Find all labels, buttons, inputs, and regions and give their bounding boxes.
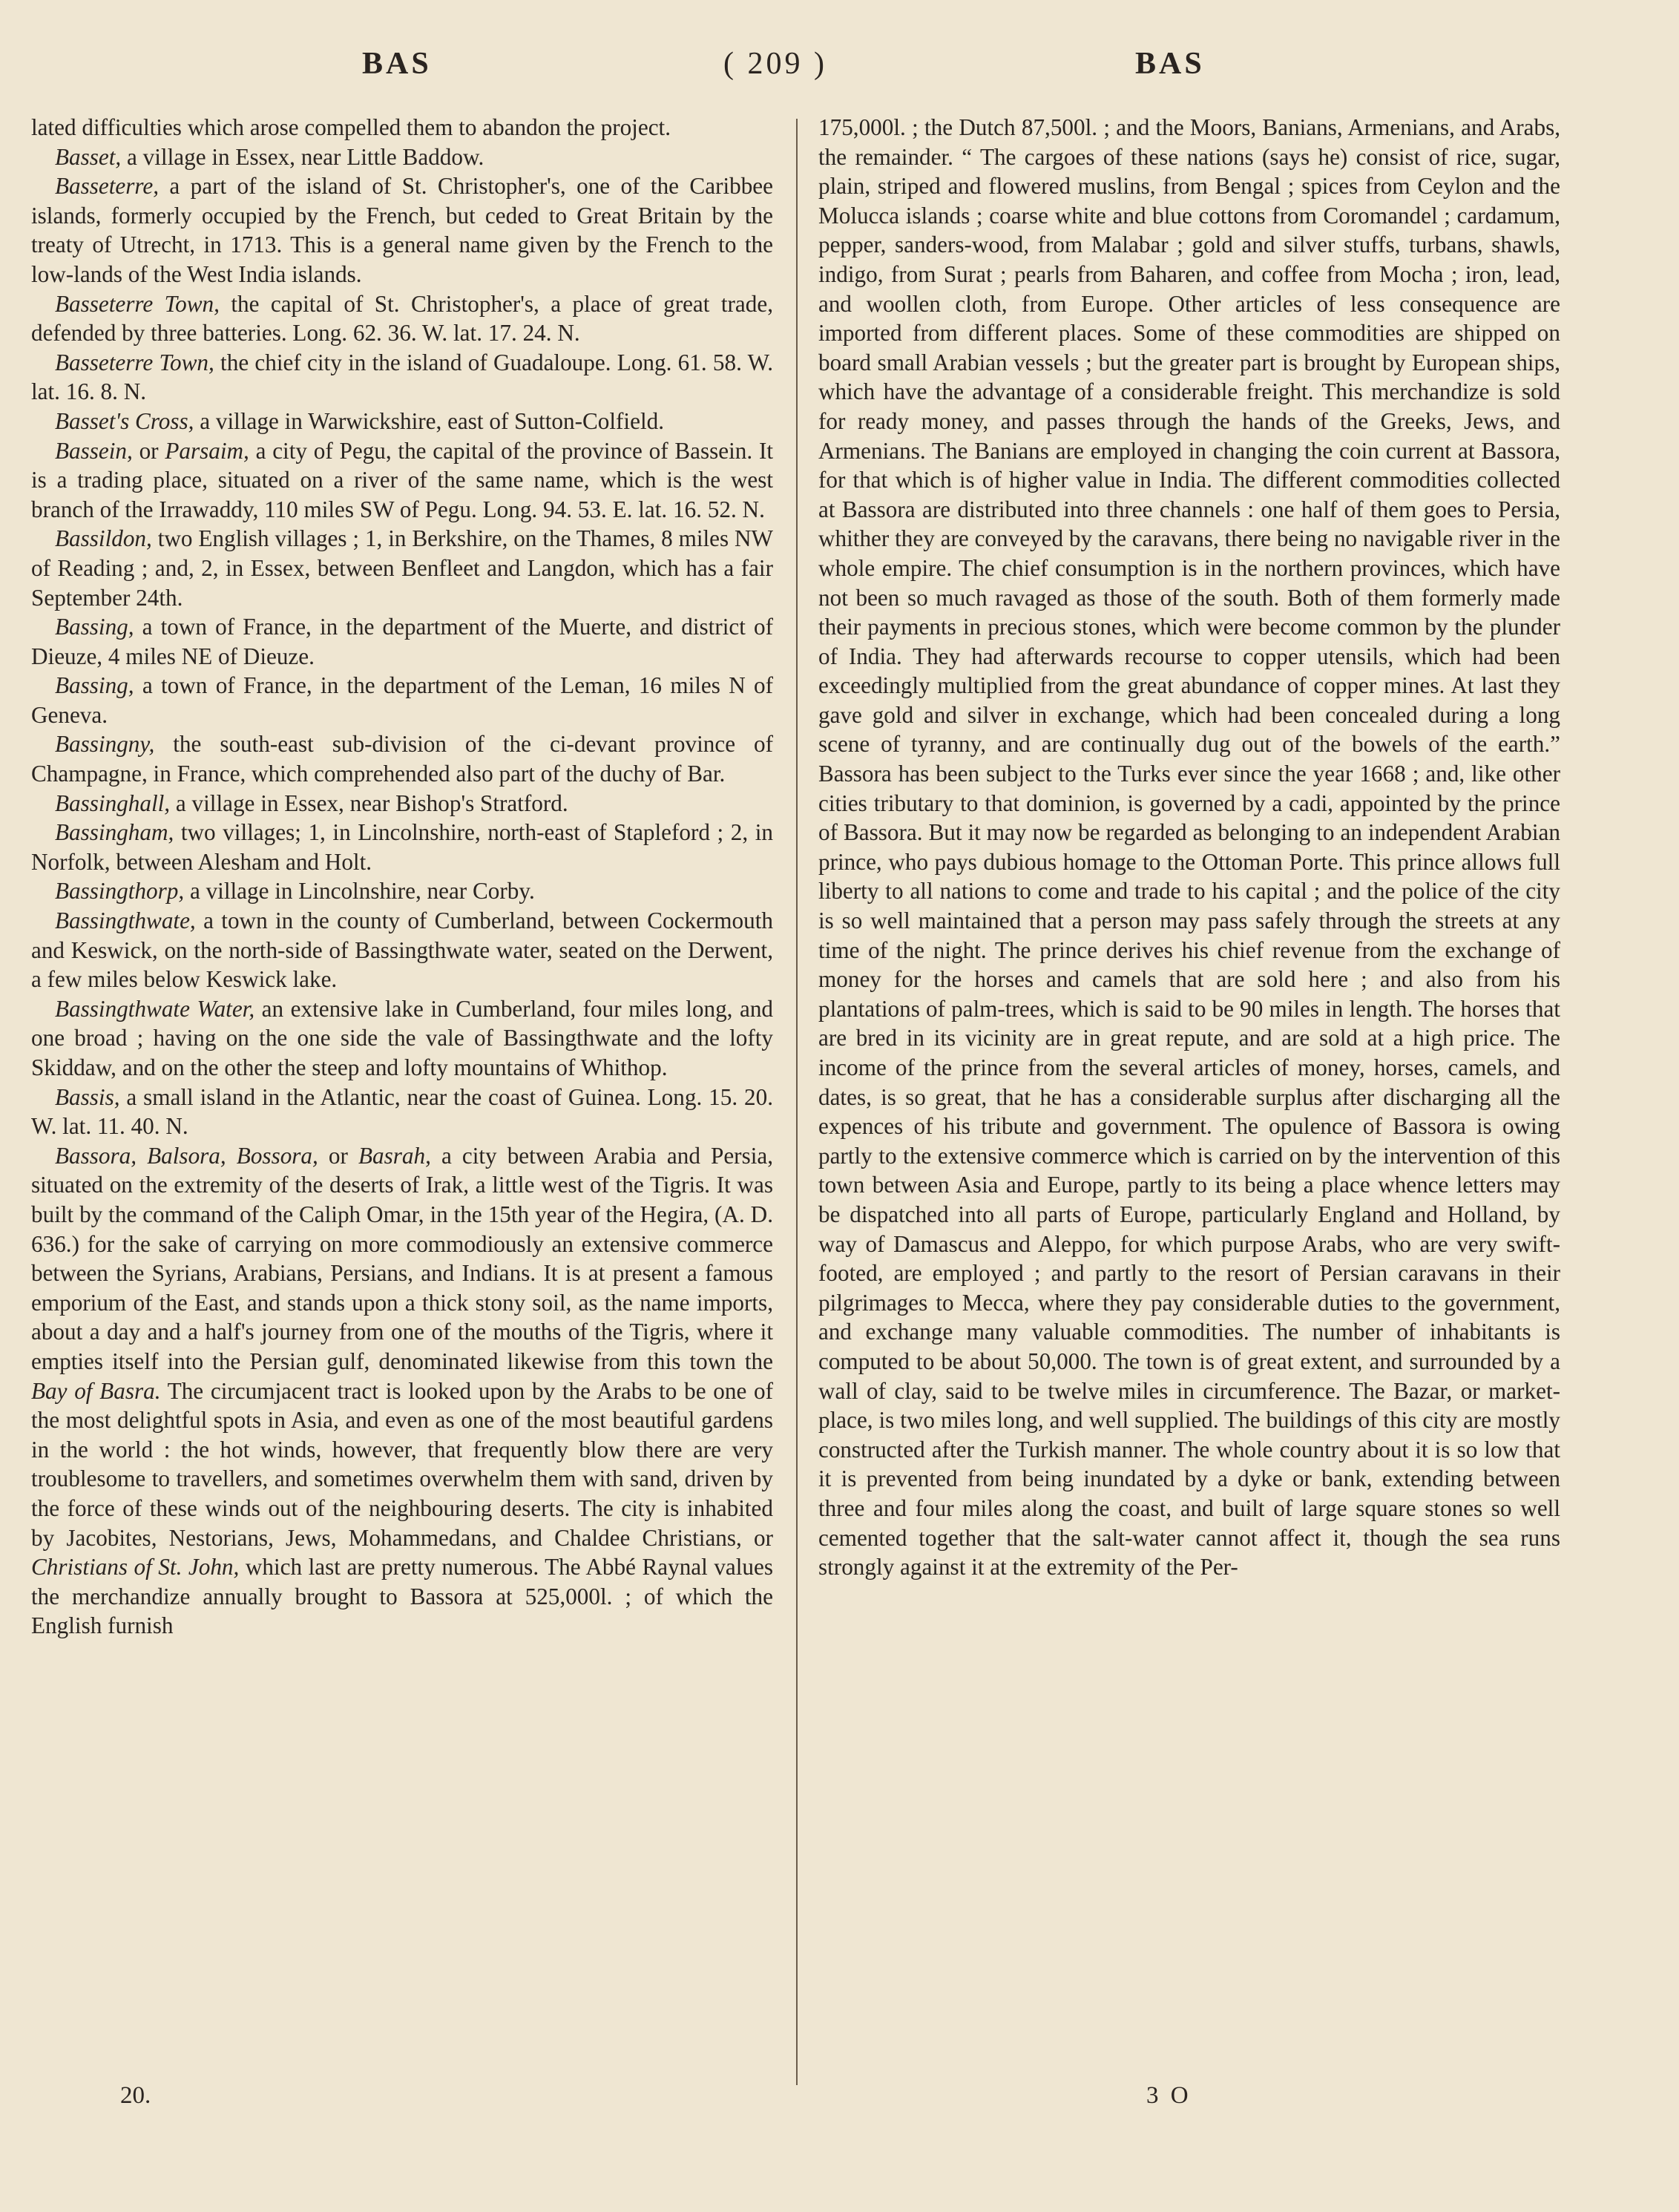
entry-text: two villages; 1, in Lincolnshire, north-east of Stapleford ; 2, in Norfolk, between Alesham and Holt. [31, 819, 773, 875]
page-number: ( 209 ) [723, 47, 827, 81]
entry-text: the capital of St. Christopher's, a place of great trade, defended by three batteries. Long. 62. 36. W. lat. 17. 24. N. [31, 290, 773, 347]
signature-mark-left: 20. [120, 2082, 151, 2109]
entry [31, 436, 773, 525]
entry-text: or [318, 1142, 358, 1169]
entry-term: Basseterre Town, [55, 290, 220, 317]
entry-term: Bassing, [55, 672, 134, 699]
entry-term: Bassora, [55, 1142, 137, 1169]
entry-text: which last are pretty numerous. The Abbé Raynal values the merchandize annually brought to Bassora at 525,000l. ; of which the English furnish [31, 1554, 774, 1639]
entry-term: Basset's Cross, [55, 407, 194, 434]
paragraph [31, 113, 773, 142]
entry [31, 789, 773, 818]
entry-text: two English villages ; 1, in Berkshire, on the Thames, 8 miles NW of Reading ; and, 2, in Essex, between Benfleet and Langdon, which has a fair September 24th. [31, 525, 773, 611]
entry-text: the chief city in the island of Guadaloupe. Long. 61. 58. W. lat. 16. 8. N. [31, 349, 773, 405]
entry-text: a small island in the Atlantic, near the coast of Guinea. Long. 15. 20. W. lat. 11. 40. N. [31, 1083, 773, 1140]
entry [31, 906, 773, 994]
entry-text: a village in Essex, near Bishop's Stratford. [170, 790, 568, 816]
entry-text: an extensive lake in Cumberland, four miles long, and one broad ; having on the one side the vale of Bassingthwate and the lofty Skiddaw, and on the other the steep and lofty mountains of Whithop. [31, 995, 774, 1080]
entry-term: Parsaim, [165, 437, 249, 464]
entry-text: a part of the island of St. Christopher's, one of the Caribbee islands, formerly occupied by the French, but ceded to Great Britain by the treaty of Utrecht, in 1713. This is a general name given by the French to the low-lands of the West India islands. [31, 173, 773, 287]
entry-term: Bassis, [55, 1083, 120, 1110]
entry [31, 1141, 773, 1641]
entry-text: a town of France, in the department of the Leman, 16 miles N of Geneva. [31, 672, 773, 728]
entry-text: a town of France, in the department of the Muerte, and district of Dieuze, 4 miles NE of Dieuze. [31, 614, 773, 669]
header-left: BAS [362, 47, 432, 81]
entry [31, 612, 773, 671]
entry-term: Basseterre Town, [55, 349, 214, 375]
signature-mark-right: 3 O [1146, 2082, 1192, 2109]
entry-term: Bassingny, [55, 731, 155, 758]
entry-text: a village in Essex, near Little Baddow. [121, 143, 484, 170]
entry-text: a city of Pegu, the capital of the province of Bassein. It is a trading place, situated on a river of the same name, which is the west branch of the Irrawaddy, 110 miles SW of Pegu. Long. 94. 53. E. lat. 16. 52. N. [31, 437, 774, 522]
entry [31, 671, 773, 729]
entry-term: Bassein, [55, 437, 133, 464]
entry [31, 729, 773, 788]
paragraph-text: 175,000l. ; the Dutch 87,500l. ; and the Moors, Banians, Armenians, and Arabs, the remainder. “ The cargoes of these nations (says he) consist of rice, sugar, plain, striped and flowered muslins, from Bengal ; spices from Ceylon and the Molucca islands ; coarse white and blue cottons from Coromandel ; cardamum, pepper, sanders-wood, from Malabar ; gold and silver stuffs, turbans, shawls, indigo, from Surat ; pearls from Baharen, and coffee from Mocha ; iron, lead, and woollen cloth, from Europe. Other articles of less consequence are imported from different places. Some of these commodities are shipped on board small Arabian vessels ; but the greater part is brought by European ships, which have the advantage of a considerable freight. This merchandize is sold for ready money, and passes through the hands of the Greeks, Jews, and Armenians. The Banians are employed in changing the coin current at Bassora, for that which is of higher value in India. The different commodities collected at Bassora are distributed into three channels : one half of them goes to Persia, whither they are conveyed by the caravans, there being no navigable river in the whole empire. The chief consumption is in the northern provinces, which have not been so much ravaged as those of the south. Both of them formerly made their payments in precious stones, which were become common by the plunder of India. They had afterwards recourse to copper utensils, which had been exceedingly multiplied from the great abundance of copper mines. At last they gave gold and silver in exchange, which had been concealed during a long scene of tyranny, and are continually dug out of the bowels of the earth.” Bassora has been subject to the Turks ever since the year 1668 ; and, like other cities tributary to that dominion, is governed by a cadi, appointed by the prince of Bassora. But it may now be regarded as belonging to an independent Arabian prince, who pays dubious homage to the Ottoman Porte. This prince allows full liberty to all nations to come and trade to his capital ; and the police of the city is so well maintained that a person may pass safely through the streets at any time of the night. The prince derives his chief revenue from the exchange of money for the horses and camels that are sold here ; and also from his plantations of palm-trees, which is said to be 90 miles in length. The horses that are bred in its vicinity are in great repute, and are sold at a high price. The income of the prince from the several articles of money, horses, camels, and dates, is so great, that he has a considerable surplus after discharging all the expences of his tribute and government. The opulence of Bassora is owing partly to the extensive commerce which is carried on by the intervention of this town between Asia and Europe, partly to its being a place whence letters may be dispatched into all parts of Europe, particularly England and Holland, by way of Damascus and Aleppo, for which purpose Arabs, who are very swift-footed, are employed ; and partly to the resort of Persian caravans in their pilgrimages to Mecca, where they pay considerable duties to the government, and exchange many valuable commodities. The number of inhabitants is computed to be about 50,000. The town is of great extent, and surrounded by a wall of clay, said to be twelve miles in circumference. The Bazar, or market-place, is two miles long, and well supplied. The buildings of this city are mostly constructed after the Turkish manner. The whole country about it is so low that it is prevented from being inundated by a dyke or bank, extending between three and four miles along the coast, and built of large square stones so well cemented together that the salt-water cannot affect it, though the sea runs strongly against it at the extremity of the Per- [818, 114, 1560, 1581]
entry [31, 289, 773, 348]
entry-text: the south-east sub-division of the ci-devant province of Champagne, in France, which comprehended also part of the duchy of Bar. [31, 731, 773, 787]
entry [31, 348, 773, 407]
entry-term: Bassingthwate, [55, 908, 196, 934]
entry-term: Bassing, [55, 614, 134, 640]
entry-term: Bassingham, [55, 819, 174, 846]
entry-text: a town in the county of Cumberland, between Cockermouth and Keswick, on the north-side of Bassingthwate water, seated on the Derwent, a few miles below Keswick lake. [31, 908, 773, 993]
paragraph-text: lated difficulties which arose compelled them to abandon the project. [31, 114, 671, 140]
entry-term: Bassildon, [55, 525, 152, 552]
entry-term: Basset, [55, 143, 122, 170]
entry [31, 524, 773, 612]
entry-term: Balsora, [147, 1142, 226, 1169]
document-page [30, 0, 1649, 2212]
entry-text: a village in Lincolnshire, near Corby. [184, 878, 535, 905]
entry-text: The circumjacent tract is looked upon by the Arabs to be one of the most delightful spots in Asia, and even as one of the most beautiful gardens in the world : the hot winds, however, that frequently blow there are very troublesome to travellers, and sometimes overwhelm them with sand, driven by the force of these winds out of the neighbouring deserts. The city is inhabited by Jacobites, Nestorians, Jews, Mohammedans, and Chaldee Christians, or [31, 1377, 773, 1551]
right-column [818, 113, 1560, 1582]
entry-text [137, 1143, 147, 1169]
entry-text: or [132, 437, 165, 464]
italic-phrase: Christians of St. John, [31, 1554, 240, 1581]
entry-text: a village in Warwickshire, east of Sutton-Colfield. [194, 407, 664, 434]
entry-text: a city between Arabia and Persia, situated on the extremity of the deserts of Irak, a little west of the Tigris. It was built by the command of the Caliph Omar, in the 15th year of the Hegira, (A. D. 636.) for the sake of carrying on more commodiously an extensive commerce between the Syrians, Arabians, Persians, and Indians. It is at present a famous emporium of the East, and stands upon a thick stony soil, as the name imports, about a day and a half's journey from one of the mouths of the Tigris, where it empties itself into the Persian gulf, denominated likewise from this town the [31, 1142, 774, 1374]
entry [31, 876, 773, 906]
italic-phrase: Bay of Basra. [31, 1377, 161, 1404]
entry-term: Basrah, [358, 1142, 431, 1169]
entry [31, 142, 773, 172]
entry-term: Basseterre, [55, 173, 160, 200]
entry-term: Bossora, [236, 1142, 318, 1169]
header-right: BAS [1135, 47, 1205, 81]
entry-text [226, 1143, 237, 1169]
running-header [30, 46, 1649, 98]
entry [31, 171, 773, 289]
paragraph [818, 113, 1560, 1582]
entry [31, 1083, 773, 1141]
entry [31, 818, 773, 876]
entry-term: Bassinghall, [55, 790, 171, 816]
entry-term: Bassingthorp, [55, 878, 185, 905]
left-column [31, 113, 773, 1641]
entry-term: Bassingthwate Water, [55, 995, 255, 1022]
entry [31, 994, 773, 1083]
column-divider [796, 119, 798, 2085]
entry [31, 407, 773, 436]
